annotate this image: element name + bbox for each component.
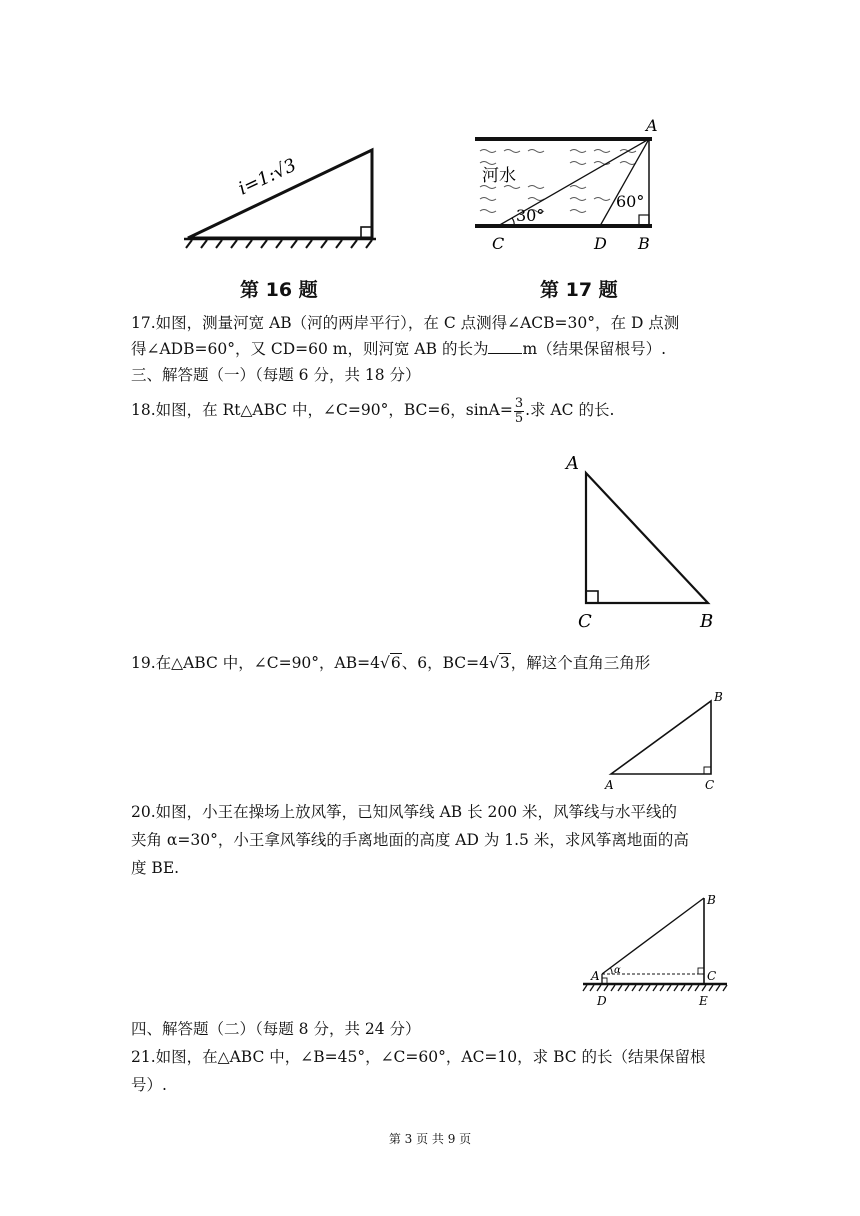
question-21-line-2: 号）. xyxy=(131,1076,167,1094)
slope-label: i=1:√3 xyxy=(235,154,300,200)
point-a-label: A xyxy=(566,453,579,474)
question-17-text: 得∠ADB=60°，又 CD=60 m，则河宽 AB 的长为 xyxy=(131,340,489,358)
fraction xyxy=(514,397,524,426)
point-b-label: B xyxy=(638,234,650,253)
point-c-label: C xyxy=(705,778,715,792)
fraction-denominator: 5 xyxy=(514,410,524,426)
question-19 xyxy=(131,651,731,675)
angle-30-label: 30° xyxy=(516,206,545,225)
sqrt-symbol: √ xyxy=(489,654,499,672)
figure-20 xyxy=(575,888,735,1013)
point-d-label: D xyxy=(594,234,607,253)
answer-blank xyxy=(488,339,522,354)
sqrt-radicand: 3 xyxy=(499,654,510,672)
question-17-line-1: 17.如图，测量河宽 AB（河的两岸平行），在 C 点测得∠ACB=30°，在 D 点测 xyxy=(131,314,680,332)
angle-alpha-label: α xyxy=(614,965,621,976)
point-c-label: C xyxy=(707,969,717,983)
figure-18 xyxy=(560,445,740,635)
figure-17-caption: 第 17 题 xyxy=(540,279,618,301)
fraction-numerator: 3 xyxy=(514,395,524,411)
figure-19 xyxy=(595,685,735,795)
question-18-text: 18.如图，在 Rt△ABC 中，∠C=90°，BC=6，sinA= xyxy=(131,401,513,419)
page-footer: 第 3 页 共 9 页 xyxy=(388,1132,472,1146)
figure-17 xyxy=(470,115,665,255)
section-4-heading: 四、解答题（二）（每题 8 分，共 24 分） xyxy=(131,1020,421,1038)
point-a-label: A xyxy=(646,116,658,135)
point-b-label: B xyxy=(700,611,714,632)
question-17-line-2 xyxy=(131,337,731,361)
point-d-label: D xyxy=(597,994,607,1008)
question-20-line-2: 夹角 α=30°，小王拿风筝线的手离地面的高度 AD 为 1.5 米，求风筝离地面的高 xyxy=(131,831,689,849)
question-17-tail: m（结果保留根号）. xyxy=(522,340,667,358)
question-18 xyxy=(131,393,731,427)
point-e-label: E xyxy=(699,994,708,1008)
angle-60-label: 60° xyxy=(616,192,645,211)
question-19-text: 19.在△ABC 中，∠C=90°，AB=4 xyxy=(131,654,380,672)
question-19-mid: 、6，BC=4 xyxy=(401,654,489,672)
question-18-tail: .求 AC 的长. xyxy=(525,401,615,419)
point-b-label: B xyxy=(714,690,723,704)
question-21-line-1: 21.如图，在△ABC 中，∠B=45°，∠C=60°，AC=10，求 BC 的长（结果保留根 xyxy=(131,1048,706,1066)
question-20-line-1: 20.如图，小王在操场上放风筝，已知风筝线 AB 长 200 米，风筝线与水平线的 xyxy=(131,803,678,821)
figure-16-caption: 第 16 题 xyxy=(240,279,318,301)
figure-16 xyxy=(180,140,380,250)
question-20-line-3: 度 BE. xyxy=(131,859,180,877)
sqrt-radicand: 6 xyxy=(390,654,401,672)
point-a-label: A xyxy=(605,778,614,792)
point-b-label: B xyxy=(707,893,716,907)
sqrt-symbol: √ xyxy=(379,654,390,672)
question-19-tail: ，解这个直角三角形 xyxy=(510,654,651,672)
point-c-label: C xyxy=(578,611,592,632)
point-c-label: C xyxy=(492,234,505,253)
section-3-heading: 三、解答题（一）（每题 6 分，共 18 分） xyxy=(131,366,421,384)
river-label: 河水 xyxy=(482,166,516,186)
point-a-label: A xyxy=(591,969,600,983)
